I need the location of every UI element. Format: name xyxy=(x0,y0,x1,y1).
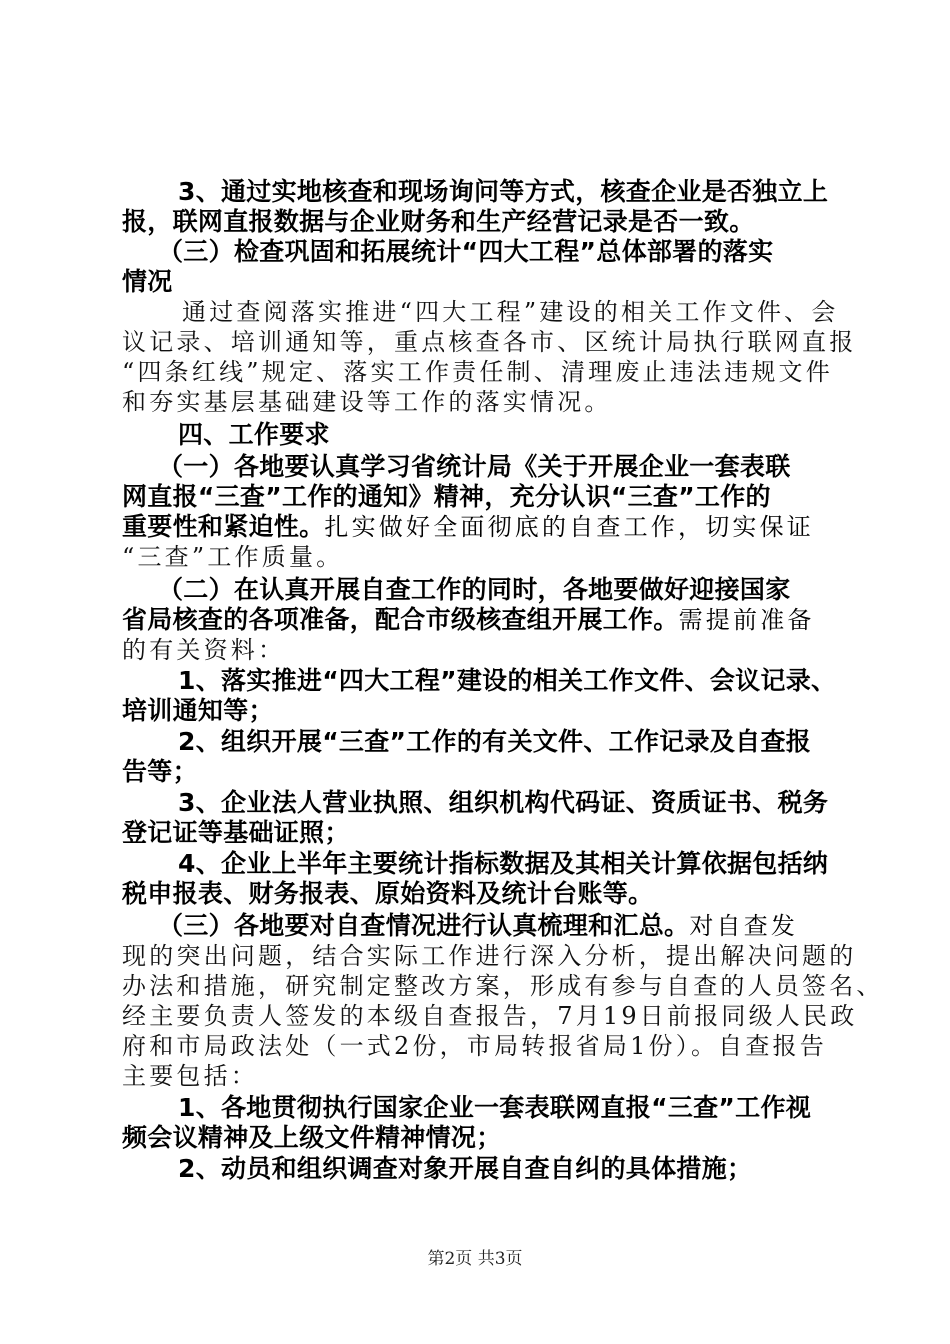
line-text: 办法和措施，研究制定整改方案，形成有参与自查的人员签名、 xyxy=(122,972,884,1000)
list-item xyxy=(178,727,811,757)
text-line xyxy=(122,605,815,635)
text-line xyxy=(122,267,173,297)
line-text: （二）在认真开展自查工作的同时，各地要做好迎接国家 xyxy=(158,575,791,604)
line-text: 议记录、培训通知等，重点核查各市、区统计局执行联网直报 xyxy=(122,328,857,356)
line-text: 需提前准备 xyxy=(678,606,815,634)
text-line xyxy=(122,818,350,848)
text-line xyxy=(122,971,884,1001)
section-heading xyxy=(158,237,773,267)
line-text: 2、动员和组织调查对象开展自查自纠的具体措施； xyxy=(178,1154,753,1183)
list-item xyxy=(178,1154,752,1184)
text-line xyxy=(182,297,839,327)
page-footer xyxy=(0,1244,950,1269)
text-line xyxy=(122,879,653,909)
text-line xyxy=(122,941,856,971)
list-item xyxy=(178,666,836,696)
list-item xyxy=(178,1093,811,1123)
line-text: 扎实做好全面彻底的自查工作，切实保证 xyxy=(324,513,815,541)
line-text: 重要性和紧迫性。 xyxy=(122,512,325,541)
line-text: 3、企业法人营业执照、组织机构代码证、资质证书、税务 xyxy=(178,788,829,817)
line-text: （三）各地要对自查情况进行认真梳理和汇总。 xyxy=(158,911,690,940)
line-text: 登记证等基础证照； xyxy=(122,818,350,847)
line-text: 税申报表、财务报表、原始资料及统计台账等。 xyxy=(122,879,654,908)
text-line xyxy=(122,635,285,665)
text-line xyxy=(122,1001,857,1031)
text-line xyxy=(122,1061,258,1091)
line-text: 培训通知等； xyxy=(122,696,274,725)
text-line xyxy=(122,207,755,237)
line-text: 3、通过实地核查和现场询问等方式，核查企业是否独立上 xyxy=(178,177,829,206)
line-text: 经主要负责人签发的本级自查报告，7月19日前报同级人民政 xyxy=(122,1002,858,1030)
line-text: 对自查发 xyxy=(689,912,799,940)
line-text: 主要包括： xyxy=(122,1062,258,1090)
list-item xyxy=(178,788,828,818)
text-line xyxy=(122,542,343,572)
line-text: 2、组织开展“三查”工作的有关文件、工作记录及自查报 xyxy=(178,727,812,756)
line-text: 网直报“三查”工作的通知》精神，充分认识“三查”工作的 xyxy=(122,482,771,511)
text-line xyxy=(122,357,833,387)
text-line xyxy=(122,387,612,417)
text-line xyxy=(122,1123,502,1153)
line-text: 四、工作要求 xyxy=(178,420,330,449)
line-text: 和夯实基层基础建设等工作的落实情况。 xyxy=(122,388,612,416)
line-text: 情况 xyxy=(122,267,173,296)
text-line xyxy=(122,757,198,787)
line-text: 频会议精神及上级文件精神情况； xyxy=(122,1123,502,1152)
text-line xyxy=(158,575,791,605)
line-text: （一）各地要认真学习省统计局《关于开展企业一套表联 xyxy=(158,452,791,481)
line-text: 现的突出问题，结合实际工作进行深入分析，提出解决问题的 xyxy=(122,942,857,970)
line-text: 府和市局政法处（一式2份，市局转报省局1份）。自查报告 xyxy=(122,1032,827,1060)
text-line xyxy=(158,911,798,941)
line-text: 报，联网直报数据与企业财务和生产经营记录是否一致。 xyxy=(122,207,755,236)
text-line xyxy=(122,512,814,542)
line-text: “三查”工作质量。 xyxy=(122,543,344,571)
line-text: 1、各地贯彻执行国家企业一套表联网直报“三查”工作视 xyxy=(178,1093,812,1122)
text-line xyxy=(122,696,274,726)
text-line xyxy=(122,482,771,512)
list-item xyxy=(178,849,828,879)
line-text: 通过查阅落实推进“四大工程”建设的相关工作文件、会 xyxy=(182,298,839,326)
line-text: 4、企业上半年主要统计指标数据及其相关计算依据包括纳 xyxy=(178,849,829,878)
line-text: 1、落实推进“四大工程”建设的相关工作文件、会议记录、 xyxy=(178,666,837,695)
text-line xyxy=(158,452,791,482)
text-line xyxy=(122,1031,827,1061)
section-heading xyxy=(178,420,330,450)
line-text: 的有关资料： xyxy=(122,636,286,664)
line-text: “四条红线”规定、落实工作责任制、清理废止违法违规文件 xyxy=(122,358,833,386)
text-line xyxy=(178,177,828,207)
line-text: （三）检查巩固和拓展统计“四大工程”总体部署的落实 xyxy=(158,237,774,266)
line-text: 告等； xyxy=(122,757,198,786)
page-number: 第2页 共3页 xyxy=(427,1249,523,1269)
text-line xyxy=(122,327,856,357)
line-text: 省局核查的各项准备，配合市级核查组开展工作。 xyxy=(122,605,679,634)
